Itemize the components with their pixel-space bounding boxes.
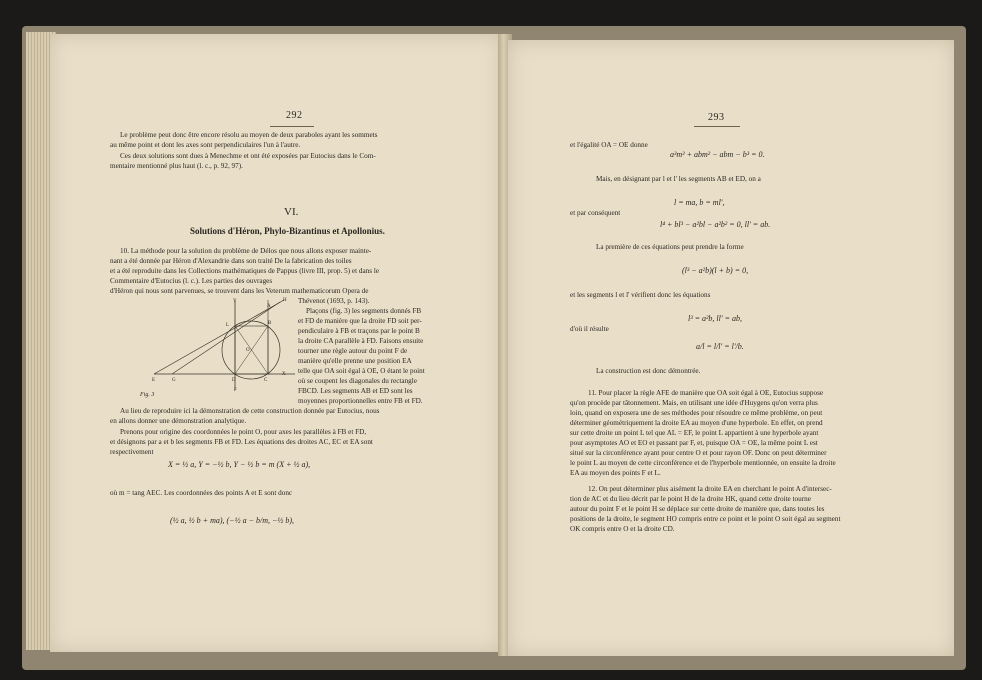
paragraph-line: tion de AC et du lieu décrit par le point H de la droite HK, quand cette droite tourne <box>570 495 811 503</box>
paragraph-line: tourner une règle autour du point F de <box>298 347 408 355</box>
figure-label: H <box>283 298 287 303</box>
paragraph-line: OK compris entre O et la droite CD. <box>570 525 675 533</box>
paragraph-line: 11. Pour placer la règle AFE de manière que OA soit égal à OE, Eutocius suppose <box>588 389 824 397</box>
paragraph-line: situé sur la circonférence ayant pour centre O et pour rayon OF. Donc on peut déterminer <box>570 449 827 457</box>
paragraph-line: Mais, en désignant par l et l' les segments AB et ED, on a <box>596 175 761 183</box>
paragraph-line: sur cette droite un point L tel que AL = EF, le point L appartient à une hyperbole ayant <box>570 429 819 437</box>
paragraph-line: Commentaire d'Eutocius (l. c.). Les parties des ouvrages <box>110 277 273 285</box>
figure-label: F <box>234 388 237 393</box>
paragraph-line: et par conséquent <box>570 209 621 217</box>
paragraph-line: Prenons pour origine des coordonnées le point O, pour axes les parallèles à FB et FD, <box>120 428 367 436</box>
paragraph-line: Plaçons (fig. 3) les segments donnés FB <box>306 307 422 315</box>
paragraph-line: où m = tang AEC. Les coordonnées des points A et E sont donc <box>110 489 293 497</box>
paragraph-line: et les segments l et l' vérifient donc les équations <box>570 291 711 299</box>
paragraph-line: Ces deux solutions sont dues à Menechme et ont été exposées par Eutocius dans le Com- <box>120 152 376 160</box>
paragraph-line: moyennes proportionnelles entre FB et FD. <box>298 397 423 405</box>
paragraph-line: 10. La méthode pour la solution du problème de Délos que nous allons exposer mainte- <box>120 247 372 255</box>
paragraph-line: manière qu'elle prenne une position EA <box>298 357 412 365</box>
figure-label: D <box>232 378 236 383</box>
paragraph-line: mentaire mentionné plus haut (l. c., p. 92, 97). <box>110 162 243 170</box>
paragraph-line: en allons donner une démonstration analytique. <box>110 417 247 425</box>
paragraph-line: telle que OA soit égal à OE, O étant le point <box>298 367 425 375</box>
section-number: VI. <box>284 206 299 218</box>
paragraph-line: où se coupent les diagonales du rectangle <box>298 377 417 385</box>
paragraph-line: Thévenot (1693, p. 143). <box>298 297 370 305</box>
figure-label: B <box>268 321 272 326</box>
left-page <box>50 34 502 652</box>
figure-label: A <box>267 304 271 309</box>
paragraph-line: et l'égalité OA = OE donne <box>570 141 648 149</box>
equation: l⁴ + bl³ − a²bl − a²b² = 0, ll' = ab. <box>660 220 771 229</box>
paragraph-line: respectivement <box>110 448 154 456</box>
figure-label: C <box>264 378 268 383</box>
equation: X = ½ a, Y = −½ b, Y − ½ b = m (X + ½ a), <box>168 460 311 469</box>
paragraph-line: déterminer géométriquement la droite EA au moyen d'une hyperbole. En effet, on prend <box>570 419 823 427</box>
equation: l³ = a²b, ll' = ab, <box>688 314 742 323</box>
paragraph-line: d'Héron qui nous sont parvenues, se trouvent dans les Veterum mathematicorum Opera de <box>110 287 369 295</box>
equation: (l³ − a²b)(l + b) = 0, <box>682 266 749 275</box>
figure-label: O <box>246 348 250 353</box>
page-number-rule <box>270 126 314 127</box>
paragraph-line: positions de la droite, le segment HO compris entre ce point et le point O soit égal au segment <box>570 515 841 523</box>
paragraph-line: loin, quand on exposera une de ses méthodes pour résoudre ce même problème, on peut <box>570 409 823 417</box>
equation: (½ a, ½ b + ma), (−½ a − b/m, −½ b), <box>170 516 295 525</box>
paragraph-line: 12. On peut déterminer plus aisément la droite EA en cherchant le point A d'intersec- <box>588 485 832 493</box>
figure-label: G <box>172 378 176 383</box>
paragraph-line: FBCD. Les segments AB et ED sont les <box>298 387 413 395</box>
paragraph-line: d'où il résulte <box>570 325 609 333</box>
page-number: 292 <box>286 110 303 121</box>
paragraph-line: le point L au moyen de cette circonférence et de l'hyperbole mentionnée, on ensuite la droite <box>570 459 836 467</box>
paragraph-line: la droite CA parallèle à FD. Faisons ensuite <box>298 337 424 345</box>
paragraph-line: au même point et dont les axes sont perpendiculaires l'un à l'autre. <box>110 141 301 149</box>
paragraph-line: Le problème peut donc être encore résolu au moyen de deux paraboles ayant les sommets <box>120 131 378 139</box>
page-number: 293 <box>708 112 725 123</box>
paragraph-line: pour asymptotes AO et EO et passant par F, et, puisque OA = OE, la même point L est <box>570 439 818 447</box>
figure-label: L <box>226 323 230 328</box>
equation: l = ma, b = ml', <box>674 198 725 207</box>
paragraph-line: et désignons par a et b les segments FB et FD. Les équations des droites AC, EC et EA sont <box>110 438 373 446</box>
figure-label: E <box>152 378 156 383</box>
paragraph-line: et FD de manière que la droite FD soit per- <box>298 317 422 325</box>
section-title: Solutions d'Héron, Phylo-Bizantinus et Apollonius. <box>190 226 385 236</box>
paragraph-line: nant a été donnée par Héron d'Alexandrie dans son traité De la fabrication des toiles <box>110 257 352 265</box>
paragraph-line: La construction est donc démontrée. <box>596 367 701 375</box>
paragraph-line: Au lieu de reproduire ici la démonstration de cette construction donnée par Eutocius, nous <box>120 407 380 415</box>
right-page <box>508 40 954 656</box>
figure-label: X <box>282 372 286 377</box>
paragraph-line: EA au moyen des points F et L. <box>570 469 661 477</box>
paragraph-line: La première de ces équations peut prendre la forme <box>596 243 744 251</box>
equation: a³m³ + abm² − abm − b³ = 0. <box>670 150 765 159</box>
figure-label: Y <box>233 299 237 304</box>
page-number-rule <box>694 126 740 127</box>
equation: a/l = l/l' = l'/b. <box>696 342 744 351</box>
figure-caption: Fig. 3 <box>140 392 155 398</box>
paragraph-line: et a été reproduite dans les Collections mathématiques de Pappus (livre III, prop. 5) et dans le <box>110 267 380 275</box>
paragraph-line: autour du point F et le point H se déplace sur cette droite de manière que, dans toutes les <box>570 505 825 513</box>
paragraph-line: qu'on procède par tâtonnement. Mais, en utilisant une idée d'Huygens qu'on verra plus <box>570 399 818 407</box>
paragraph-line: pendiculaire à FB et traçons par le point B <box>298 327 420 335</box>
